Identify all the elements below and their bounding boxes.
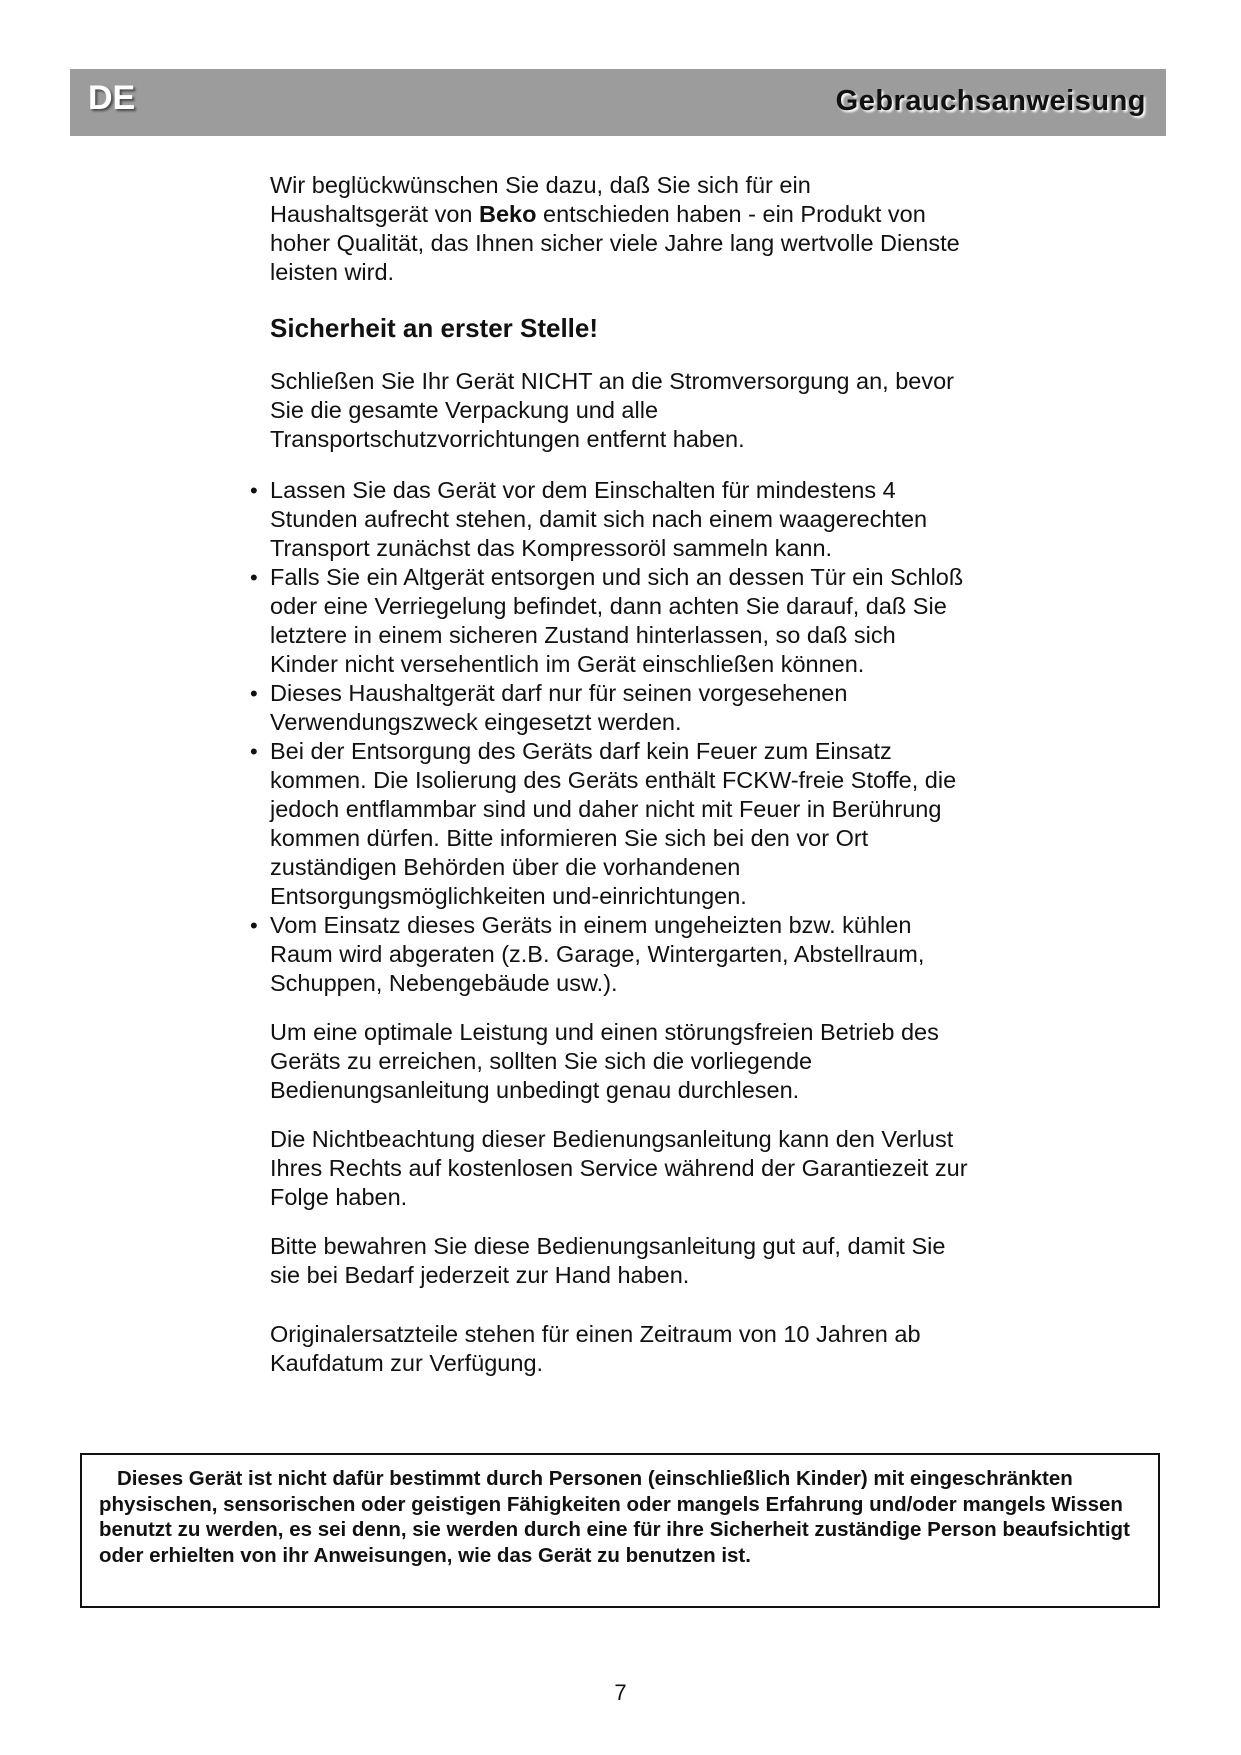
notice-box: Dieses Gerät ist nicht dafür bestimmt durch Personen (einschließlich Kinder) mit eingeschränkten physischen, sensorischen oder geistigen Fähigkeiten oder mangels Erfahrung und/oder mangels Wissen benutzt zu werden, es sei denn, sie werden durch eine für ihre Sicherheit zuständige Person beaufsichtigt oder erhielten von ihr Anweisungen, wie das Gerät zu benutzen ist. [80,1453,1160,1608]
safety-warning-paragraph: Schließen Sie Ihr Gerät NICHT an die Stromversorgung an, bevor Sie die gesamte Verpackung und alle Transportschutzvorrichtungen entfernt haben. [270,368,954,452]
intro-paragraph [270,171,970,287]
brand-name: Beko [479,201,537,227]
list-item: • Dieses Haushaltgerät darf nur für seinen vorgesehenen Verwendungszweck eingesetzt werden. [270,679,970,737]
header-bar [70,69,1166,136]
list-item: • Vom Einsatz dieses Geräts in einem ungeheizten bzw. kühlen Raum wird abgeraten (z.B. Garage, Wintergarten, Abstellraum, Schuppen, Nebengebäude usw.). [270,911,970,998]
document-title: Gebrauchsanweisung [835,85,1146,117]
list-item: • Lassen Sie das Gerät vor dem Einschalten für mindestens 4 Stunden aufrecht stehen, damit sich nach einem waagerechten Transport zunächst das Kompressoröl sammeln kann. [270,476,970,563]
safety-bullet-list [270,476,970,998]
intro-text-start: Wir beglückwünschen Sie dazu, daß Sie sich für ein Haushaltsgerät von [270,172,811,227]
warranty-paragraph: Die Nichtbeachtung dieser Bedienungsanleitung kann den Verlust Ihres Rechts auf kostenlosen Service während der Garantiezeit zur Folge haben. [270,1126,968,1210]
list-item: • Falls Sie ein Altgerät entsorgen und sich an dessen Tür ein Schloß oder eine Verriegelung befindet, dann achten Sie darauf, daß Sie letztere in einem sicheren Zustand hinterlassen, so daß sich Kinder nicht versehentlich im Gerät einschließen können. [270,563,970,679]
spare-parts-paragraph: Originalersatzteile stehen für einen Zeitraum von 10 Jahren ab Kaufdatum zur Verfügung. [270,1321,921,1376]
language-code: DE [88,79,136,117]
keep-manual-paragraph: Bitte bewahren Sie diese Bedienungsanleitung gut auf, damit Sie sie bei Bedarf jederzeit zur Hand haben. [270,1233,946,1288]
list-item: • Bei der Entsorgung des Geräts darf kein Feuer zum Einsatz kommen. Die Isolierung des Geräts enthält FCKW-freie Stoffe, die jedoch entflammbar sind und daher nicht mit Feuer in Berührung kommen dürfen. Bitte informieren Sie sich bei den vor Ort zuständigen Behörden über die vorhandenen Entsorgungsmöglichkeiten und-einrichtungen. [270,737,970,911]
page-number: 7 [614,1680,627,1705]
main-content [270,171,970,1378]
safety-heading: Sicherheit an erster Stelle! [270,313,599,343]
performance-paragraph: Um eine optimale Leistung und einen störungsfreien Betrieb des Geräts zu erreichen, sollten Sie sich die vorliegende Bedienungsanleitung unbedingt genau durchlesen. [270,1019,939,1103]
intro-text-end: entschieden haben - ein Produkt von hoher Qualität, das Ihnen sicher viele Jahre lang wertvolle Dienste leisten wird. [270,201,960,285]
